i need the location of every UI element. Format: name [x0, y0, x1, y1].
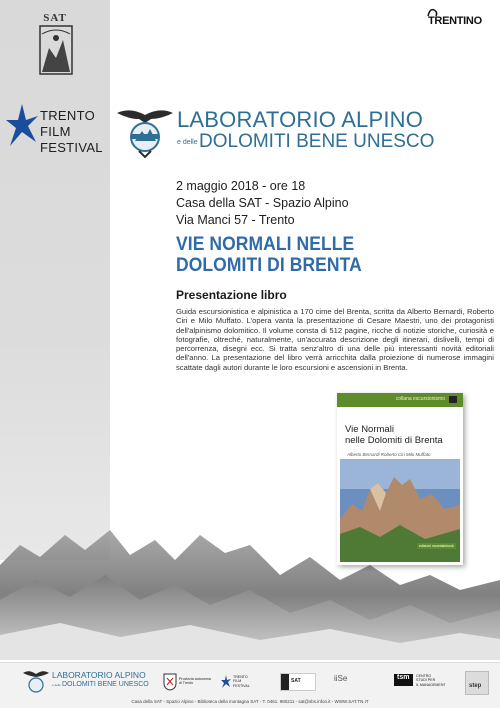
laboratorio-subtitle: DOLOMITI BENE UNESCO: [199, 131, 435, 152]
sat-logo: [25, 12, 85, 78]
footer-lab-sub: DOLOMITI BENE UNESCO: [62, 681, 149, 688]
footer-step-label: step: [469, 683, 482, 689]
footer-eagle-icon: [22, 669, 50, 695]
book-title-line-1: Vie Normali: [345, 424, 394, 435]
ise-logo: [332, 673, 366, 689]
footer-lab-title: LABORATORIO ALPINO: [52, 670, 146, 680]
main-title: [176, 234, 362, 276]
main-title-line-2: DOLOMITI DI BRENTA: [176, 255, 362, 276]
laboratorio-title: LABORATORIO ALPINO: [177, 107, 424, 132]
trentino-logo-text: TRENTINO: [428, 15, 482, 27]
book-title: [345, 424, 443, 446]
provincia-crest-icon: [163, 673, 177, 691]
footer-ise-label: iiSe: [334, 674, 348, 683]
footer-provincia-line-2: di Trento: [179, 681, 193, 686]
footer-contact: Casa della SAT - Spazio Alpino - Biblioteca della montagna SAT - T. 0461. 980211 - sat@sbs.infon.it - WWW.SAT.TN.IT: [131, 699, 369, 704]
trento-film-festival-logo: [4, 102, 104, 162]
eagle-emblem-icon: [115, 107, 175, 159]
footer-logos: [0, 667, 500, 697]
footer-tsm-line-1: CENTRO: [416, 674, 432, 678]
left-gray-band: [0, 0, 110, 560]
subtitle: Presentazione libro: [176, 288, 287, 302]
footer-tff-line-2: FILM: [233, 679, 242, 684]
footer-tff-line-3: FESTIVAL: [233, 683, 250, 688]
step-logo: [465, 671, 489, 695]
footer-tff-star-icon: [221, 675, 231, 689]
book-cover: [337, 393, 463, 565]
sat-logo-label: SAT: [43, 12, 67, 24]
laboratorio-sub-small: e delle: [177, 139, 198, 146]
series-badge-icon: [449, 396, 457, 403]
event-address: Via Manci 57 - Trento: [176, 213, 295, 227]
book-title-line-2: nelle Dolomiti di Brenta: [345, 435, 443, 446]
trentino-logo: [428, 15, 482, 27]
footer-sat-bib-label: SAT: [291, 678, 301, 684]
sat-biblioteca-logo: [280, 673, 316, 691]
footer-provincia-line-1: Provincia autonoma: [179, 677, 211, 681]
footer-tff-line-1: TRENTO: [233, 675, 248, 679]
trentino-swirl-icon: [426, 6, 440, 18]
event-info: [176, 178, 349, 229]
footer-tsm-line-3: IL MANAGEMENT: [416, 682, 446, 687]
book-publisher: edizioni mountainbook: [419, 544, 454, 548]
event-date-time: 2 maggio 2018 - ore 18: [176, 179, 306, 193]
book-series: collana escursionismo: [395, 396, 445, 402]
main-title-line-1: VIE NORMALI NELLE: [176, 234, 355, 255]
book-series-band: [337, 393, 463, 407]
description: Guida escursionistica e alpinistica a 170 cime del Brenta, scritta da Alberto Bernardi, Roberto Ciri e Milo Muffato. L'opera vanta la presentazione di Cesare Maestri, uno dei protagonisti dell'alpinismo dolomitico. Il volume consta di 512 pagine, ricche di notizie storiche, curiosità e fotografie, oltreché, naturalmente, un'accurata descrizione degli itinerari, dislivelli, tempi di percorrenza, disegni ecc. Si tratta senz'altro di una delle più interessanti novità editoriali dell'anno. La presentazione del libro verrà arricchita dalla proiezione di numerose immagini scattate dagli autori durante le loro escursioni e ascensioni in Brenta.: [176, 307, 494, 372]
tff-line-3: FESTIVAL: [40, 140, 103, 155]
tsm-logo: [394, 674, 413, 686]
star-icon: [4, 102, 40, 152]
footer-tsm-line-2: STUDI PER: [416, 678, 436, 683]
book-authors: Alberto Bernardi Roberto Ciri Milo Muffato: [347, 452, 431, 457]
footer-tsm-abbr: tsm: [397, 674, 410, 681]
tff-line-1: TRENTO: [40, 108, 96, 123]
laboratorio-alpino-logo: [115, 107, 495, 159]
tff-line-2: FILM: [40, 124, 71, 139]
event-venue: Casa della SAT - Spazio Alpino: [176, 196, 349, 210]
footer: [0, 662, 500, 708]
footer-lab-sub-small: e delle: [52, 683, 61, 687]
